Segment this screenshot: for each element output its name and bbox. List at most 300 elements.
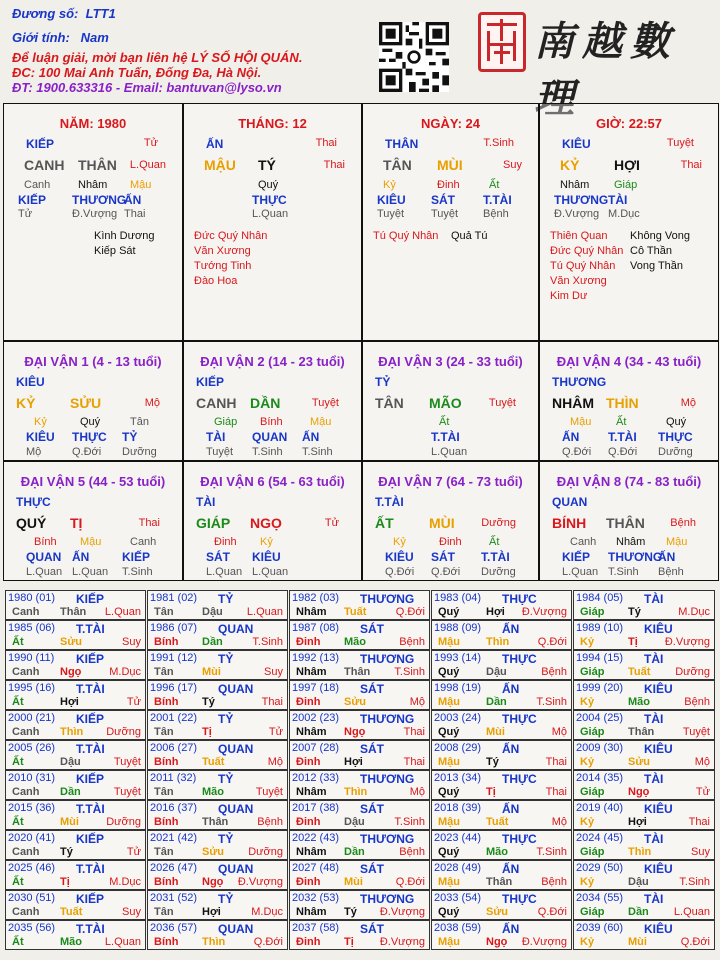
hidden-life: L.Quan — [26, 566, 63, 578]
year-branch: Hợi — [344, 756, 363, 768]
annual-cell[interactable] — [289, 680, 430, 710]
year-life: Tuyệt — [113, 786, 141, 798]
annual-cell[interactable] — [289, 590, 430, 620]
annual-cell[interactable] — [289, 890, 430, 920]
dai-van-cell[interactable] — [183, 341, 362, 461]
ten-god: KIÊU — [644, 742, 673, 756]
annual-cell[interactable] — [431, 860, 572, 890]
hidden-stem: Nhâm — [78, 179, 108, 191]
year-stem: Đinh — [296, 816, 321, 828]
year-life: Mộ — [551, 726, 567, 738]
year-label: 2020 (41) — [8, 832, 56, 844]
ten-god: KIẾP — [26, 137, 55, 151]
star-item: Văn Xương — [194, 245, 251, 257]
year-label: 2031 (52) — [150, 892, 198, 904]
heavenly-stem: MẬU — [204, 157, 236, 173]
year-stem: Tân — [154, 726, 174, 738]
annual-cell[interactable] — [573, 800, 715, 830]
year-label: 1995 (16) — [8, 682, 56, 694]
heavenly-stem: CANH — [196, 395, 237, 411]
annual-cell[interactable] — [5, 920, 146, 950]
hidden-life: Dưỡng — [481, 566, 516, 578]
qr-code-icon — [379, 22, 449, 92]
year-label: 1984 (05) — [576, 592, 624, 604]
ten-god: KIẾP — [196, 375, 225, 389]
year-label: 2028 (49) — [434, 862, 482, 874]
year-stem: Kỷ — [580, 636, 595, 648]
year-stem: Mậu — [438, 876, 460, 888]
year-stem: Quý — [438, 906, 460, 918]
ten-god: TÀI — [644, 652, 664, 666]
year-stem: Canh — [12, 846, 40, 858]
year-life: Tuyệt — [113, 756, 141, 768]
year-life: Suy — [691, 846, 710, 858]
pillar-cell — [362, 103, 539, 341]
year-life: Dưỡng — [248, 846, 283, 858]
dai-van-title: ĐẠI VẬN 1 (4 - 13 tuổi) — [24, 354, 162, 369]
hidden-god: T.TÀI — [481, 550, 510, 564]
ten-god: ẤN — [206, 137, 224, 151]
ten-god: QUAN — [552, 495, 588, 509]
ten-god: T.TÀI — [375, 495, 404, 509]
year-label: 1998 (19) — [434, 682, 482, 694]
hidden-stem: Ất — [616, 416, 627, 428]
annual-cell[interactable] — [5, 800, 146, 830]
year-stem: Nhâm — [296, 786, 327, 798]
year-stem: Canh — [12, 666, 40, 678]
star-item: Tú Quý Nhân — [373, 230, 439, 242]
annual-cell[interactable] — [5, 860, 146, 890]
year-branch: Dần — [344, 846, 365, 858]
year-life: T.Sinh — [394, 666, 425, 678]
ten-god: ẤN — [502, 802, 520, 816]
year-life: Q.Đới — [253, 936, 283, 948]
brand-logo: 南越數理 — [534, 18, 678, 122]
year-life: Suy — [264, 666, 283, 678]
year-stem: Giáp — [580, 786, 605, 798]
year-life: Thai — [261, 696, 283, 708]
year-branch: Dậu — [486, 666, 507, 678]
heavenly-stem: CANH — [24, 157, 65, 173]
annual-cell[interactable] — [147, 860, 288, 890]
star-item: Tướng Tinh — [194, 260, 252, 272]
star-item: Văn Xương — [550, 275, 607, 287]
year-stem: Tân — [154, 786, 174, 798]
ten-god: THƯƠNG — [360, 712, 415, 726]
annual-cell[interactable] — [431, 680, 572, 710]
year-label: 2003 (24) — [434, 712, 482, 724]
hidden-god: ẤN — [124, 193, 142, 207]
hidden-life: T.Sinh — [608, 566, 639, 578]
year-life: Tử — [126, 696, 141, 708]
hidden-god: SÁT — [206, 550, 230, 564]
ten-god: TỶ — [218, 652, 234, 666]
year-stem: Đinh — [296, 636, 321, 648]
annual-cell[interactable] — [5, 710, 146, 740]
branch-stage: Suy — [503, 159, 522, 171]
year-life: T.Sinh — [536, 696, 567, 708]
ten-god: T.TÀI — [76, 742, 105, 756]
annual-cell[interactable] — [431, 740, 572, 770]
year-label: 2024 (45) — [576, 832, 624, 844]
year-stem: Mậu — [438, 816, 460, 828]
annual-cell[interactable] — [431, 770, 572, 800]
year-branch: Ngọ — [202, 876, 224, 888]
ten-god: TỶ — [375, 375, 391, 389]
year-life: M.Dục — [109, 876, 141, 888]
hidden-stem: Nhâm — [616, 536, 646, 548]
year-branch: Mão — [60, 936, 82, 948]
year-branch: Dậu — [628, 876, 649, 888]
star-item: Cô Thần — [630, 245, 672, 257]
hidden-stem: Mậu — [666, 536, 688, 548]
hidden-god: THƯƠNG — [608, 550, 663, 564]
annual-cell[interactable] — [5, 650, 146, 680]
annual-cell[interactable] — [431, 800, 572, 830]
annual-cell[interactable] — [431, 830, 572, 860]
year-label: 1983 (04) — [434, 592, 482, 604]
annual-cell[interactable] — [573, 650, 715, 680]
annual-cell[interactable] — [289, 830, 430, 860]
life-stage: Dưỡng — [481, 517, 516, 529]
year-life: Đ.Vượng — [237, 876, 283, 888]
annual-cell[interactable] — [431, 650, 572, 680]
heavenly-stem: ẤT — [375, 515, 394, 531]
ten-god: QUAN — [218, 802, 254, 816]
hidden-life: Q.Đới — [72, 446, 102, 458]
ten-god: KIÊU — [644, 862, 673, 876]
ten-god: KIẾP — [76, 592, 105, 606]
annual-cell[interactable] — [573, 680, 715, 710]
year-branch: Tị — [202, 726, 212, 738]
ten-god: QUAN — [218, 742, 254, 756]
year-life: Đ.Vượng — [664, 636, 710, 648]
annual-cell[interactable] — [147, 620, 288, 650]
year-life: Tuyệt — [255, 786, 283, 798]
year-label: 2000 (21) — [8, 712, 56, 724]
year-life: Thai — [545, 786, 567, 798]
year-branch: Dậu — [60, 756, 81, 768]
ten-god: ẤN — [502, 682, 520, 696]
hidden-life: T.Sinh — [302, 446, 333, 458]
year-branch: Hợi — [202, 906, 221, 918]
year-branch: Mùi — [344, 876, 363, 888]
dai-van-cell[interactable] — [3, 461, 183, 581]
star-item: Kim Dư — [550, 290, 588, 302]
year-life: Mộ — [409, 696, 425, 708]
dai-van-title: ĐẠI VẬN 4 (34 - 43 tuổi) — [556, 354, 702, 369]
annual-cell[interactable] — [289, 740, 430, 770]
ten-god: THÂN — [385, 137, 419, 151]
annual-cell[interactable] — [5, 620, 146, 650]
annual-cell[interactable] — [5, 680, 146, 710]
hidden-god: THƯƠNG — [72, 193, 127, 207]
ten-god: SÁT — [360, 802, 384, 816]
year-branch: Ngọ — [344, 726, 366, 738]
annual-cell[interactable] — [289, 770, 430, 800]
dai-van-cell[interactable] — [3, 341, 183, 461]
year-stem: Mậu — [438, 756, 460, 768]
year-life: Dưỡng — [106, 726, 141, 738]
year-stem: Ất — [12, 756, 24, 768]
year-branch: Thìn — [344, 786, 368, 798]
annual-cell[interactable] — [431, 620, 572, 650]
year-life: L.Quan — [673, 906, 710, 918]
dai-van-cell[interactable] — [183, 461, 362, 581]
annual-cell[interactable] — [147, 890, 288, 920]
annual-cell[interactable] — [147, 680, 288, 710]
annual-cell[interactable] — [289, 620, 430, 650]
ten-god: THƯƠNG — [360, 652, 415, 666]
hidden-stem: Kỷ — [383, 179, 396, 191]
hidden-life: L.Quan — [72, 566, 109, 578]
hidden-stem: Canh — [24, 179, 51, 191]
annual-cell[interactable] — [5, 590, 146, 620]
annual-cell[interactable] — [289, 860, 430, 890]
star-item: Vong Thần — [630, 260, 684, 272]
year-branch: Thân — [628, 726, 655, 738]
year-branch: Dần — [60, 786, 81, 798]
phone-email-line: ĐT: 1900.633316 - Email: bantuvan@lyso.vn — [12, 80, 282, 95]
hidden-stem: Canh — [130, 536, 157, 548]
star-item: Tú Quý Nhân — [550, 260, 616, 272]
year-branch: Tuất — [60, 906, 83, 918]
annual-cell[interactable] — [573, 860, 715, 890]
year-life: Bệnh — [541, 666, 567, 678]
hidden-god: T.TÀI — [608, 430, 637, 444]
annual-cell[interactable] — [147, 920, 288, 950]
hidden-life: Dưỡng — [122, 446, 157, 458]
ten-god: ẤN — [502, 862, 520, 876]
year-branch: Thân — [60, 606, 87, 618]
ten-god: T.TÀI — [76, 622, 105, 636]
year-label: 2013 (34) — [434, 772, 482, 784]
ten-god: ẤN — [502, 742, 520, 756]
annual-cell[interactable] — [573, 710, 715, 740]
annual-cell[interactable] — [147, 770, 288, 800]
year-label: 1986 (07) — [150, 622, 198, 634]
ten-god: TỶ — [218, 832, 234, 846]
branch-stage: L.Quan — [129, 159, 166, 171]
pillar-title: NGÀY: 24 — [421, 116, 480, 131]
annual-cell[interactable] — [289, 710, 430, 740]
star-item: Kình Dương — [94, 230, 155, 242]
year-label: 2015 (36) — [8, 802, 56, 814]
heavenly-stem: BÍNH — [552, 515, 587, 531]
year-branch: Mão — [628, 696, 650, 708]
year-stem: Tân — [154, 846, 174, 858]
dai-van-cell[interactable] — [539, 341, 719, 461]
annual-cell[interactable] — [573, 770, 715, 800]
hidden-god: THỰC — [658, 430, 693, 444]
annual-cell[interactable] — [573, 740, 715, 770]
ten-god: TÀI — [644, 832, 664, 846]
dai-van-title: ĐẠI VẬN 6 (54 - 63 tuổi) — [200, 474, 345, 489]
year-label: 2014 (35) — [576, 772, 624, 784]
year-life: Đ.Vượng — [521, 606, 567, 618]
year-branch: Thân — [202, 816, 229, 828]
year-branch: Hợi — [60, 696, 79, 708]
heavenly-stem: GIÁP — [196, 515, 231, 531]
dai-van-cell[interactable] — [362, 341, 539, 461]
pillar-title: THÁNG: 12 — [238, 116, 307, 131]
year-stem: Kỷ — [580, 756, 595, 768]
annual-cell[interactable] — [573, 890, 715, 920]
year-stem: Nhâm — [296, 666, 327, 678]
hidden-life: Q.Đới — [385, 566, 415, 578]
year-stem: Ất — [12, 936, 24, 948]
life-stage: Mộ — [144, 397, 160, 409]
ten-god: THƯƠNG — [552, 375, 607, 389]
annual-cell[interactable] — [573, 830, 715, 860]
pillar-cell — [539, 103, 719, 341]
pillar-cell — [183, 103, 362, 341]
annual-cell[interactable] — [147, 590, 288, 620]
ten-god: KIẾP — [76, 892, 105, 906]
year-label: 2021 (42) — [150, 832, 198, 844]
ten-god: THỰC — [502, 892, 537, 906]
star-item: Không Vong — [630, 230, 690, 242]
annual-cell[interactable] — [573, 590, 715, 620]
year-branch: Tuất — [344, 606, 367, 618]
life-stage: Mộ — [680, 397, 696, 409]
annual-cell[interactable] — [573, 920, 715, 950]
annual-cell[interactable] — [289, 800, 430, 830]
year-stem: Nhâm — [296, 906, 327, 918]
hidden-stem: Đinh — [439, 536, 462, 548]
hidden-life: M.Dục — [608, 208, 640, 220]
life-stage: Tuyệt — [666, 137, 694, 149]
hidden-life: Tuyệt — [431, 208, 459, 220]
subject-line: Đương số: LTT1 — [12, 6, 116, 21]
annual-cell[interactable] — [147, 650, 288, 680]
life-stage: Tuyệt — [311, 397, 339, 409]
hidden-life: L.Quan — [252, 208, 289, 220]
year-life: Bệnh — [541, 876, 567, 888]
annual-cell[interactable] — [5, 740, 146, 770]
hidden-stem: Mậu — [570, 416, 592, 428]
life-stage: Thai — [315, 137, 337, 149]
hidden-god: SÁT — [431, 550, 455, 564]
heavenly-stem: NHÂM — [552, 395, 594, 411]
annual-cell[interactable] — [147, 800, 288, 830]
year-stem: Ất — [12, 636, 24, 648]
year-life: Dưỡng — [675, 666, 710, 678]
year-label: 1992 (13) — [292, 652, 340, 664]
hidden-life: L.Quan — [431, 446, 468, 458]
year-stem: Canh — [12, 906, 40, 918]
ten-god: KIẾP — [76, 652, 105, 666]
ten-god: THỰC — [502, 832, 537, 846]
hidden-god: KIÊU — [385, 550, 414, 564]
dai-van-cell[interactable] — [539, 461, 719, 581]
year-branch: Ngọ — [628, 786, 650, 798]
ten-god: KIÊU — [644, 922, 673, 936]
year-label: 2022 (43) — [292, 832, 340, 844]
year-branch: Dần — [628, 906, 649, 918]
year-life: M.Dục — [251, 906, 283, 918]
hidden-life: Dưỡng — [658, 446, 693, 458]
year-life: Thai — [403, 756, 425, 768]
heavenly-stem: KỶ — [16, 395, 36, 411]
ten-god: ẤN — [502, 922, 520, 936]
hidden-stem: Mậu — [80, 536, 102, 548]
annual-cell[interactable] — [431, 890, 572, 920]
year-label: 2016 (37) — [150, 802, 198, 814]
year-label: 2036 (57) — [150, 922, 198, 934]
annual-cell[interactable] — [147, 710, 288, 740]
annual-cell[interactable] — [289, 650, 430, 680]
ten-god: TỶ — [218, 892, 234, 906]
annual-cell[interactable] — [431, 590, 572, 620]
life-stage: Tuyệt — [488, 397, 516, 409]
earthly-branch: SỬU — [70, 395, 102, 411]
earthly-branch: MÙI — [437, 157, 463, 173]
year-label: 1994 (15) — [576, 652, 624, 664]
year-stem: Giáp — [580, 726, 605, 738]
year-life: L.Quan — [246, 606, 283, 618]
year-branch: Thân — [344, 666, 371, 678]
ten-god: QUAN — [218, 862, 254, 876]
annual-cell[interactable] — [147, 740, 288, 770]
year-branch: Mão — [202, 786, 224, 798]
year-stem: Kỷ — [580, 876, 595, 888]
hidden-stem: Quý — [258, 179, 279, 191]
year-branch: Hợi — [486, 606, 505, 618]
hidden-god: ẤN — [562, 430, 580, 444]
annual-cell[interactable] — [573, 620, 715, 650]
hidden-stem: Bính — [34, 536, 57, 548]
year-stem: Giáp — [580, 606, 605, 618]
annual-cell[interactable] — [289, 920, 430, 950]
hidden-god: KIÊU — [377, 193, 406, 207]
year-label: 1991 (12) — [150, 652, 198, 664]
dai-van-cell[interactable] — [362, 461, 539, 581]
annual-cell[interactable] — [431, 710, 572, 740]
annual-cell[interactable] — [147, 830, 288, 860]
annual-cell[interactable] — [5, 830, 146, 860]
year-branch: Tý — [202, 696, 215, 708]
hidden-stem: Đinh — [437, 179, 460, 191]
year-stem: Đinh — [296, 696, 321, 708]
year-stem: Tân — [154, 906, 174, 918]
annual-cell[interactable] — [5, 770, 146, 800]
hidden-life: L.Quan — [562, 566, 599, 578]
year-branch: Sửu — [60, 636, 83, 648]
annual-cell[interactable] — [431, 920, 572, 950]
life-stage: T.Sinh — [483, 137, 514, 149]
year-branch: Dậu — [344, 816, 365, 828]
year-label: 2033 (54) — [434, 892, 482, 904]
hidden-life: Tuyệt — [206, 446, 234, 458]
hidden-god: T.TÀI — [483, 193, 512, 207]
year-label: 2035 (56) — [8, 922, 56, 934]
year-label: 2029 (50) — [576, 862, 624, 874]
earthly-branch: TỊ — [70, 515, 83, 531]
year-life: Đ.Vượng — [521, 936, 567, 948]
year-life: T.Sinh — [536, 846, 567, 858]
year-label: 2009 (30) — [576, 742, 624, 754]
earthly-branch: THÂN — [606, 515, 645, 531]
year-stem: Quý — [438, 846, 460, 858]
year-stem: Giáp — [580, 906, 605, 918]
year-label: 1985 (06) — [8, 622, 56, 634]
annual-cell[interactable] — [5, 890, 146, 920]
dai-van-title: ĐẠI VẬN 5 (44 - 53 tuổi) — [20, 474, 166, 489]
year-branch: Thân — [486, 876, 513, 888]
year-life: Mộ — [267, 756, 283, 768]
hidden-life: Bệnh — [483, 208, 509, 220]
